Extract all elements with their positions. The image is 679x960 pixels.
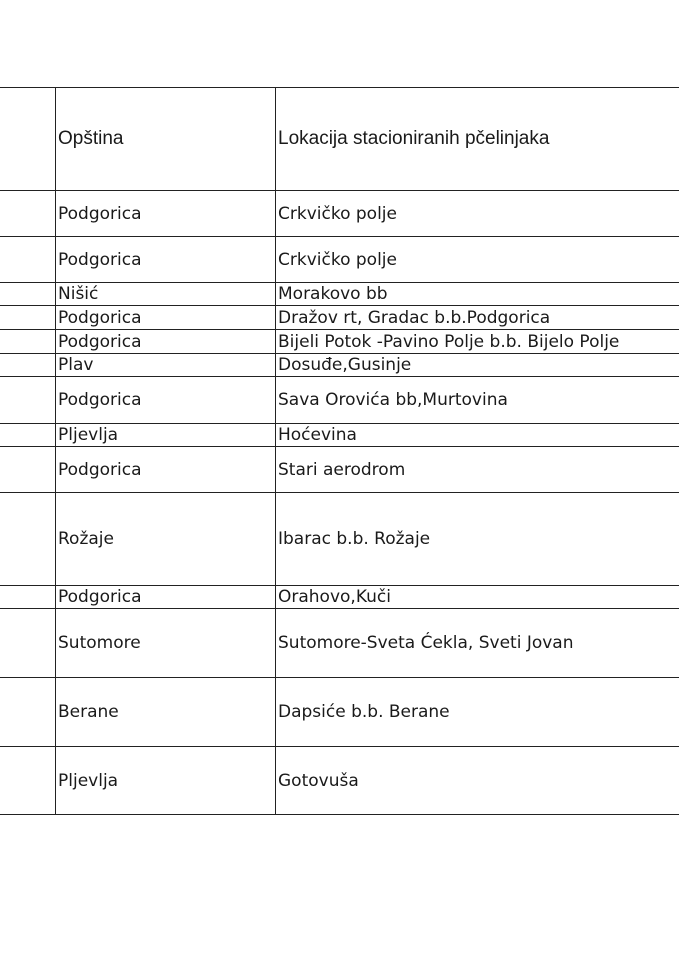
row-number-cell bbox=[0, 237, 56, 282]
table-row bbox=[0, 330, 679, 354]
header-location: Lokacija stacioniranih pčelinjaka bbox=[278, 128, 550, 149]
location-cell: Orahovo,Kuči bbox=[278, 587, 391, 607]
row-number-cell bbox=[0, 424, 56, 446]
table-header-row bbox=[0, 88, 679, 191]
table-row bbox=[0, 678, 679, 747]
row-number-cell bbox=[0, 306, 56, 329]
location-cell: Crkvičko polje bbox=[278, 249, 397, 270]
municipality-cell: Podgorica bbox=[56, 586, 276, 608]
location-cell: Dosuđe,Gusinje bbox=[278, 355, 412, 375]
location-cell: Gotovuša bbox=[278, 770, 359, 791]
table-row bbox=[0, 377, 679, 424]
row-number-cell bbox=[0, 493, 56, 585]
row-number-cell bbox=[0, 330, 56, 353]
row-number-cell bbox=[0, 678, 56, 746]
municipality-cell: Berane bbox=[56, 678, 276, 746]
location-cell: Stari aerodrom bbox=[278, 459, 406, 480]
location-cell: Morakovo bb bbox=[278, 284, 388, 304]
apiary-table bbox=[0, 87, 679, 815]
municipality-cell: Sutomore bbox=[56, 609, 276, 677]
municipality-cell: Podgorica bbox=[56, 377, 276, 423]
table-row bbox=[0, 586, 679, 609]
location-cell: Crkvičko polje bbox=[278, 203, 397, 224]
municipality-cell: Pljevlja bbox=[56, 424, 276, 446]
table-row bbox=[0, 283, 679, 306]
table-row bbox=[0, 609, 679, 678]
row-number-cell bbox=[0, 88, 56, 190]
row-number-cell bbox=[0, 747, 56, 814]
municipality-cell: Pljevlja bbox=[56, 747, 276, 814]
table-row bbox=[0, 424, 679, 447]
municipality-cell: Podgorica bbox=[56, 191, 276, 236]
row-number-cell bbox=[0, 586, 56, 608]
header-municipality: Opština bbox=[56, 88, 276, 190]
municipality-cell: Podgorica bbox=[56, 306, 276, 329]
municipality-cell: Plav bbox=[56, 354, 276, 376]
table-row bbox=[0, 354, 679, 377]
municipality-cell: Podgorica bbox=[56, 447, 276, 492]
table-row bbox=[0, 306, 679, 330]
row-number-cell bbox=[0, 609, 56, 677]
location-cell: Dapsiće b.b. Berane bbox=[278, 702, 450, 722]
municipality-cell: Podgorica bbox=[56, 237, 276, 282]
municipality-cell: Podgorica bbox=[56, 330, 276, 353]
row-number-cell bbox=[0, 354, 56, 376]
row-number-cell bbox=[0, 283, 56, 305]
table-row bbox=[0, 747, 679, 815]
row-number-cell bbox=[0, 377, 56, 423]
row-number-cell bbox=[0, 191, 56, 236]
table-row bbox=[0, 493, 679, 586]
location-cell: Sutomore-Sveta Ćekla, Sveti Jovan bbox=[278, 633, 574, 653]
table-row bbox=[0, 447, 679, 493]
municipality-cell: Nišić bbox=[56, 283, 276, 305]
row-number-cell bbox=[0, 447, 56, 492]
location-cell: Dražov rt, Gradac b.b.Podgorica bbox=[278, 307, 551, 328]
location-cell: Sava Orovića bb,Murtovina bbox=[278, 390, 508, 410]
location-cell: Hoćevina bbox=[278, 425, 357, 445]
table-row bbox=[0, 191, 679, 237]
table-row bbox=[0, 237, 679, 283]
location-cell: Ibarac b.b. Rožaje bbox=[278, 529, 431, 549]
location-cell: Bijeli Potok -Pavino Polje b.b. Bijelo Polje bbox=[278, 331, 620, 352]
municipality-cell: Rožaje bbox=[56, 493, 276, 585]
